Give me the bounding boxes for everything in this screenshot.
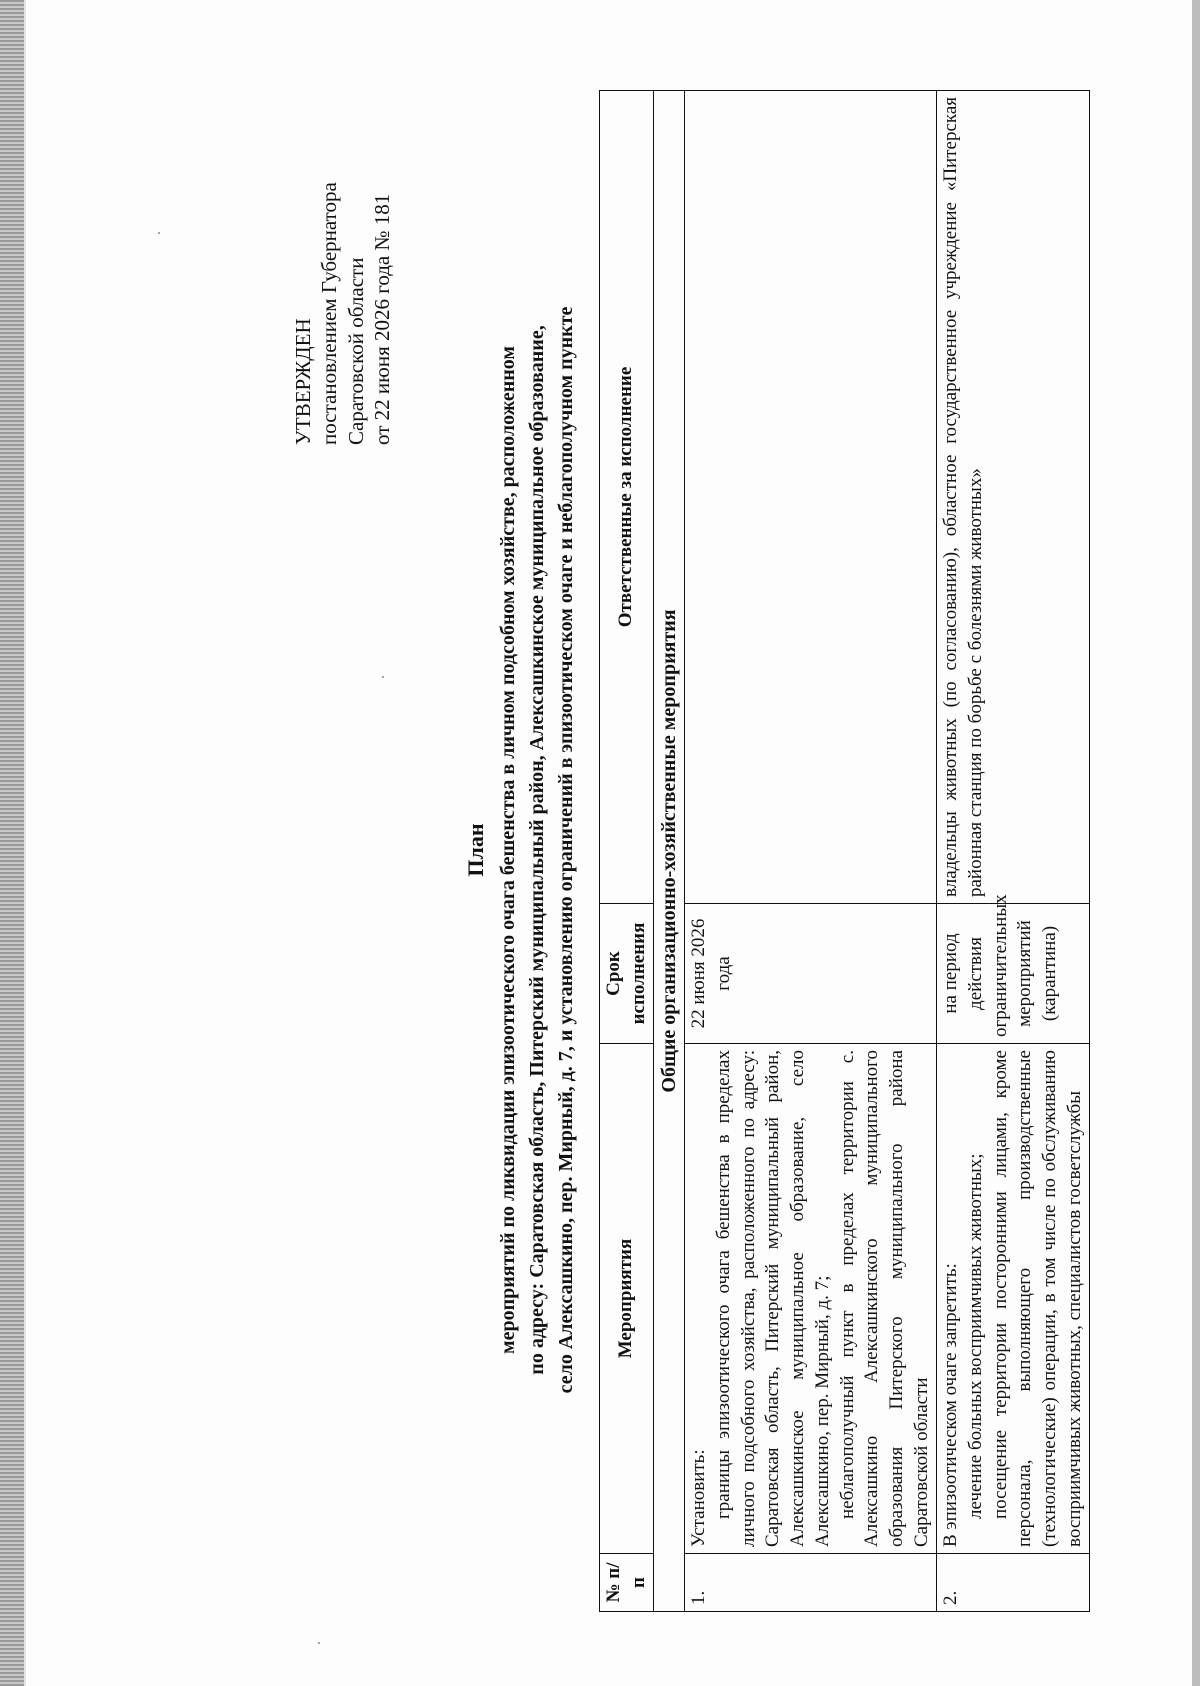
approval-line-2: постановлением Губернатора — [317, 182, 342, 445]
row-activity — [685, 1044, 937, 1554]
table-row — [937, 91, 1090, 1612]
header-term: Срок исполнения — [600, 904, 654, 1044]
header-responsible: Ответственные за исполнение — [600, 91, 654, 904]
activity-intro: В эпизоотическом очаге запретить: — [940, 1263, 962, 1547]
activity-paragraph: лечение больных восприимчивых животных; — [964, 1153, 986, 1519]
plan-subtitle-line-2: по адресу: Саратовская область, Питерский муниципальный район, Алексашкинское муниципальное образование, — [526, 325, 548, 1375]
row-responsible: владельцы животных (по согласованию), областное государственное учреждение «Питерская районная станция по борьбе с болезнями животных» — [937, 91, 1090, 904]
row-activity — [937, 1044, 1090, 1554]
rotated-page — [266, 70, 1085, 1630]
plan-table — [599, 90, 1090, 1612]
table-header-row — [600, 91, 654, 1612]
header-activities: Мероприятия — [600, 1044, 654, 1554]
activity-paragraph: границы эпизоотического очага бешенства в пределах личного подсобного хозяйства, расположенного по адресу: Саратовская область, Питерский муниципальный район, Алексашкинское муниципальное образование, село Алексашкино, пер. Мирный, д. 7; — [713, 1050, 833, 1547]
scan-speck — [158, 232, 160, 234]
activity-paragraph: посещение территории посторонними лицами, кроме персонала, выполняющего производственные (технологические) операции, в том числе по обслуживанию восприимчивых животных, специалистов госветслужбы — [989, 1050, 1085, 1547]
scan-speck — [318, 1642, 320, 1644]
plan-title: План — [463, 823, 488, 877]
plan-subtitle-line-1: мероприятий по ликвидации эпизоотического очага бешенства в личном подсобном хозяйстве, расположенном — [497, 345, 519, 1355]
header-num: № п/п — [600, 1554, 654, 1612]
row-term: на период действия ограничительных мероприятий (карантина) — [937, 904, 1090, 1044]
scan-edge-left — [0, 0, 24, 1686]
document-sheet — [26, 0, 1192, 1686]
scan-edge-right — [1192, 0, 1200, 1686]
approval-line-1: УТВЕРЖДЕН — [291, 318, 315, 445]
table-row — [685, 91, 937, 1612]
approval-line-3: Саратовской области — [343, 257, 368, 445]
section-row — [654, 91, 685, 1612]
activity-paragraph: неблагополучный пункт в пределах территории с. Алексашкино Алексашкинского муниципального образования Питерского муниципального района Саратовской области — [836, 1050, 932, 1547]
row-term: 22 июня 2026 года — [685, 904, 937, 1044]
approval-stamp — [290, 85, 395, 445]
section-title: Общие организационно-хозяйственные мероприятия — [654, 91, 685, 1612]
row-num: 2. — [937, 1554, 1090, 1612]
approval-line-4: от 22 июня 2026 года № 181 — [369, 193, 394, 445]
activity-intro: Установить: — [688, 1449, 710, 1547]
row-num: 1. — [685, 1554, 937, 1612]
plan-subtitle — [494, 90, 581, 1610]
row-responsible — [685, 91, 937, 904]
plan-subtitle-line-3: село Алексашкино, пер. Мирный, д. 7, и установлению ограничений в эпизоотическом очаге и неблагополучном пункте — [555, 306, 577, 1394]
